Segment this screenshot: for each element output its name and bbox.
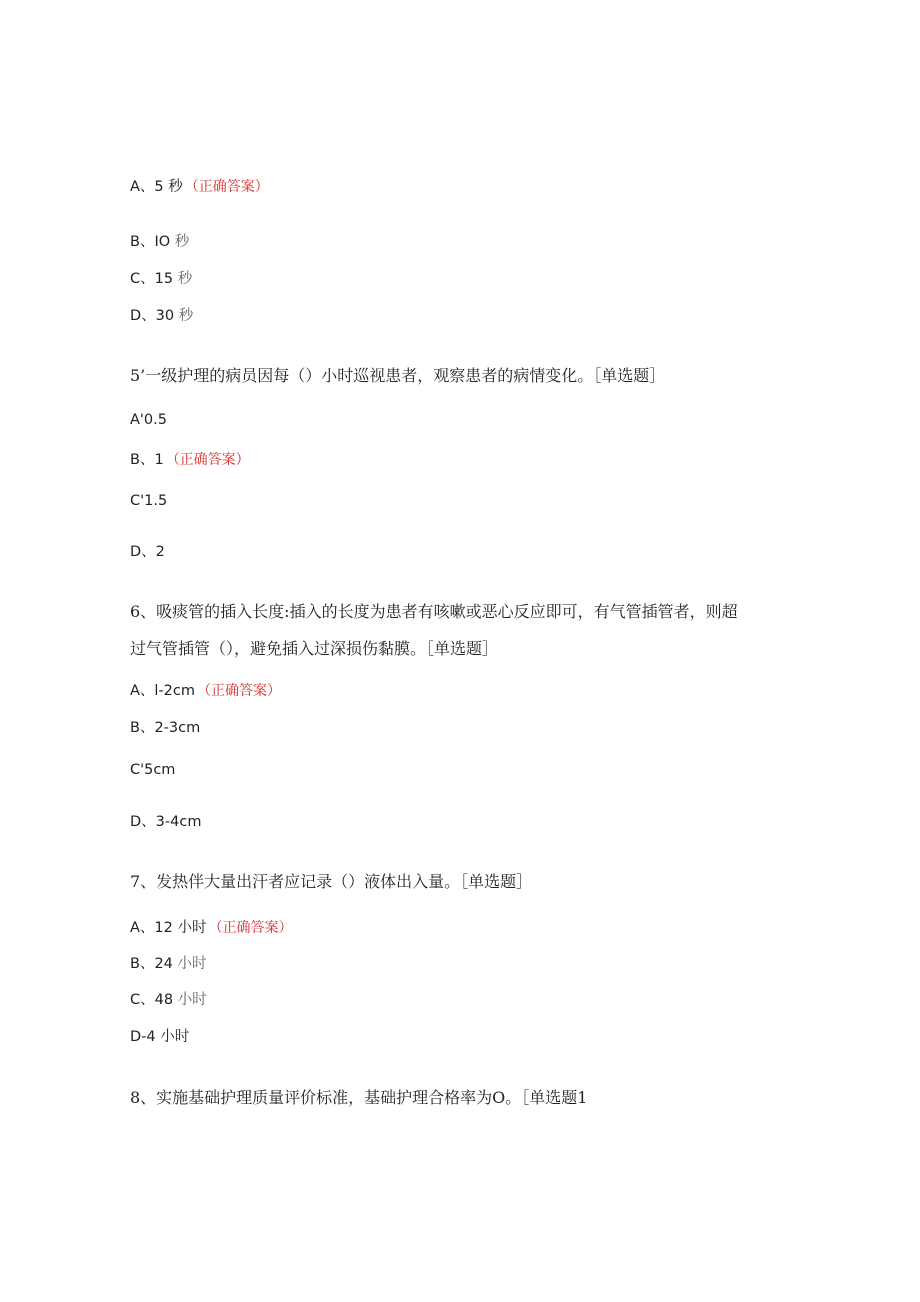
q4-option-c-prefix: C、15 [130,271,174,287]
q7-option-d-unit: 小时 [160,1029,190,1045]
q5-option-b [130,450,250,470]
q6-question-line-1: 6、吸痰管的插入长度:插入的长度为患者有咳嗽或恶心反应即可，有气管插管者，则超 [130,602,738,621]
q5-option-a: A'0.5 [130,412,167,428]
q4-option-c-unit: 秒 [177,271,193,287]
q4-option-a-prefix: A、5 [130,179,164,195]
q8-question: 8、实施基础护理质量评价标准，基础护理合格率为O。［单选题1 [130,1088,588,1107]
q5-option-d: D、2 [130,544,165,560]
q7-option-b-prefix: B、24 [130,956,173,972]
q5-question: 5’一级护理的病员因每（）小时巡视患者，观察患者的病情变化。［单选题］ [130,366,666,385]
q4-option-b-prefix: B、IO [130,234,171,250]
q7-option-c-unit: 小时 [177,992,207,1008]
q4-option-b [130,232,189,252]
q6-question-line-2: 过气管插管（），避免插入过深损伤黏膜。［单选题］ [130,639,499,658]
q7-correct-answer-mark: （正确答案） [208,920,293,936]
q6-option-b: B、2-3cm [130,720,201,736]
q5-option-c: C'1.5 [130,493,168,509]
q4-option-c [130,269,192,289]
q7-option-d-prefix: D-4 [130,1029,156,1045]
q4-option-d-prefix: D、30 [130,308,175,324]
q4-option-d-unit: 秒 [178,308,194,324]
q7-option-b [130,954,207,974]
q4-option-a-unit: 秒 [168,179,183,195]
q5-option-b-label: B、1 [130,452,164,468]
q6-option-a [130,681,281,701]
q7-question: 7、发热伴大量出汗者应记录（）液体出入量。［单选题］ [130,872,533,891]
q6-option-d: D、3-4cm [130,814,202,830]
q4-correct-answer-mark: （正确答案） [184,179,269,195]
q6-correct-answer-mark: （正确答案） [197,683,282,699]
q4-option-b-unit: 秒 [174,234,190,250]
q6-option-c: C'5cm [130,762,176,778]
q7-option-d [130,1027,189,1047]
q7-option-a-unit: 小时 [177,920,207,936]
q7-option-c [130,990,207,1010]
q7-option-a [130,918,292,938]
q4-option-d [130,306,193,326]
q7-option-c-prefix: C、48 [130,992,174,1008]
q4-option-a [130,177,269,197]
q7-option-b-unit: 小时 [177,956,207,972]
q5-correct-answer-mark: （正确答案） [165,452,250,468]
q6-option-a-label: A、l-2cm [130,683,196,699]
q7-option-a-prefix: A、12 [130,920,173,936]
